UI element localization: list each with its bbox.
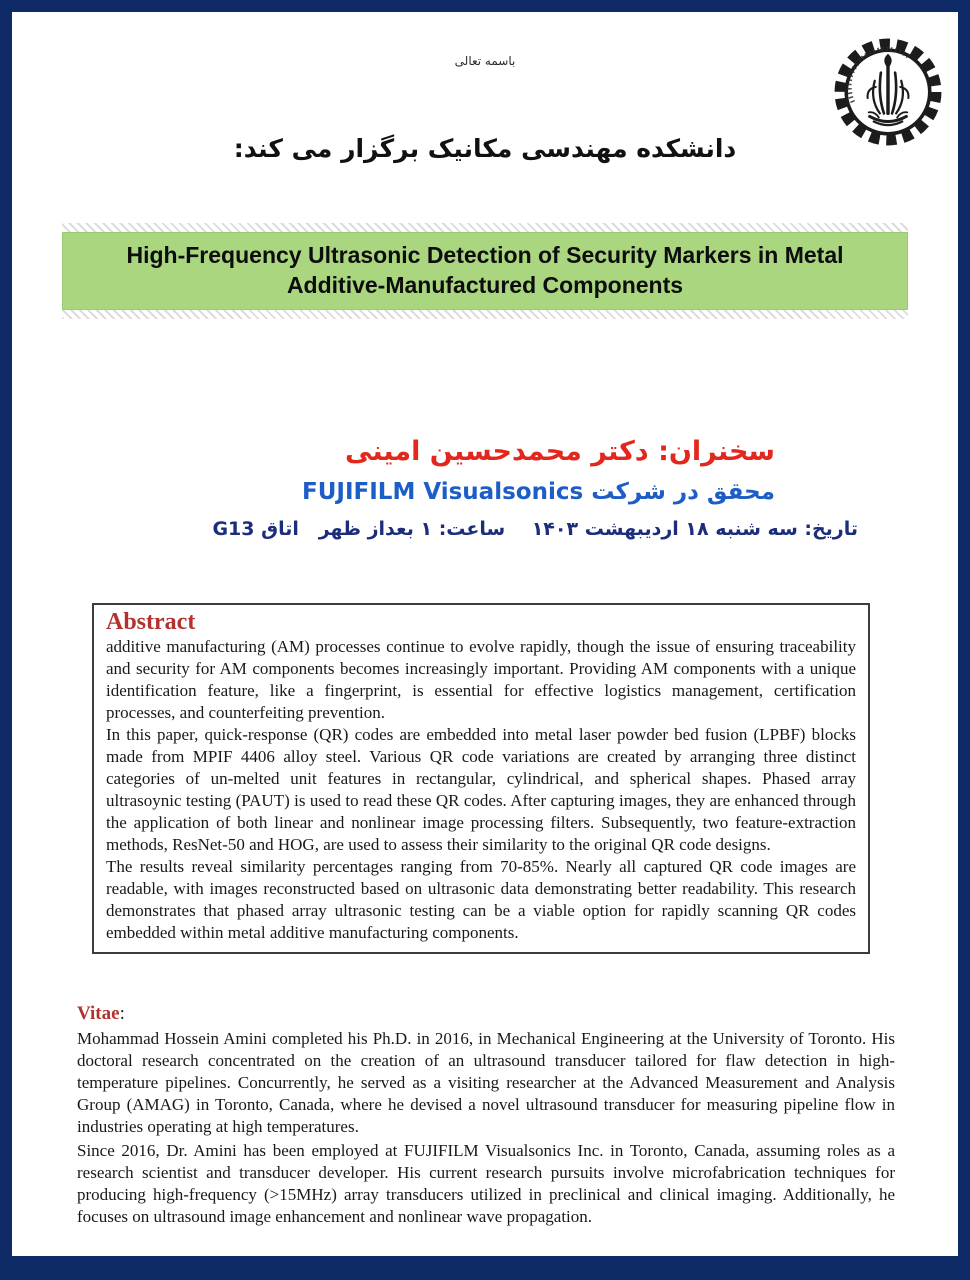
- abstract-paragraph-1: additive manufacturing (AM) processes continue to evolve rapidly, though the issue of ensuring traceability and security for AM components becomes increasingly important. Providing AM components with a unique identification feature, like a fingerprint, is essential for effective logistics management, certification processes, and counterfeiting prevention.: [106, 637, 856, 722]
- vitae-heading-row: [77, 1002, 895, 1026]
- title-banner-green-bar: [62, 232, 908, 310]
- speaker-affiliation-en: FUJIFILM Visualsonics: [302, 479, 584, 505]
- speaker-block: [12, 432, 958, 543]
- abstract-box: [92, 603, 870, 954]
- abstract-heading: Abstract: [106, 609, 196, 635]
- speaker-name: سخنران: دکتر محمدحسین امینی: [345, 436, 775, 467]
- sharif-university-logo-icon: [832, 36, 944, 148]
- vitae-section: [77, 1002, 895, 1228]
- speaker-affiliation-fa: محقق در شرکت: [591, 479, 775, 505]
- title-banner: [62, 223, 908, 319]
- vitae-paragraph-1: Mohammad Hossein Amini completed his Ph.D. in 2016, in Mechanical Engineering at the University of Toronto. His doctoral research concentrated on the creation of an ultrasound transducer tailored for flaw detection in high-temperature pipelines. Concurrently, he served as a visiting researcher at the Advanced Measurement and Analysis Group (AMAG) in Toronto, Canada, where he devised a novel ultrasound transducer for measuring pipeline flow in industries operating at high temperatures.: [77, 1029, 895, 1136]
- abstract-paragraph-3: The results reveal similarity percentages ranging from 70-85%. Nearly all captured QR code images are readable, with images reconstructed based on ultrasonic data demonstrating better readability. This research demonstrates that phased array ultrasonic testing can be a viable option for rapidly scanning QR codes embedded within metal additive manufacturing components.: [106, 857, 856, 942]
- abstract-paragraph-2: In this paper, quick-response (QR) codes are embedded into metal laser powder bed fusion (LPBF) blocks made from MPIF 4406 alloy steel. Various QR code variations are created by arranging three distinct categories of un-melted unit features in rectangular, cylindrical, and spherical shapes. Phased array ultrasoynic testing (PAUT) is used to read these QR codes. After capturing images, they are enhanced through the application of both linear and nonlinear image processing filters. Subsequently, two feature-extraction methods, ResNet-50 and HOG, are used to assess their similarity to the original QR code designs.: [106, 725, 856, 854]
- speaker-affiliation: [12, 477, 775, 507]
- bismillah-text: باسمه تعالی: [454, 54, 516, 68]
- faculty-announcement: دانشکده مهندسی مکانیک برگزار می کند:: [233, 134, 737, 163]
- seminar-datetime: تاریخ: سه شنبه ۱۸ اردیبهشت ۱۴۰۳ ساعت: ۱ بعداز ظهر اتاق G13: [212, 518, 858, 540]
- vitae-heading: Vitae: [77, 1003, 120, 1024]
- vitae-colon: :: [119, 1003, 125, 1024]
- seminar-title-line1: High-Frequency Ultrasonic Detection of Security Markers in Metal: [126, 242, 844, 268]
- seminar-title-line2: Additive-Manufactured Components: [286, 272, 684, 298]
- vitae-paragraph-2: Since 2016, Dr. Amini has been employed at FUJIFILM Visualsonics Inc. in Toronto, Canada, assuming roles as a research scientist and transducer developer. His current research pursuits involve microfabrication techniques for producing high-frequency (>15MHz) array transducers utilized in preclinical and clinical imaging. Additionally, he focuses on ultrasound image enhancement and nonlinear wave propagation.: [77, 1141, 895, 1226]
